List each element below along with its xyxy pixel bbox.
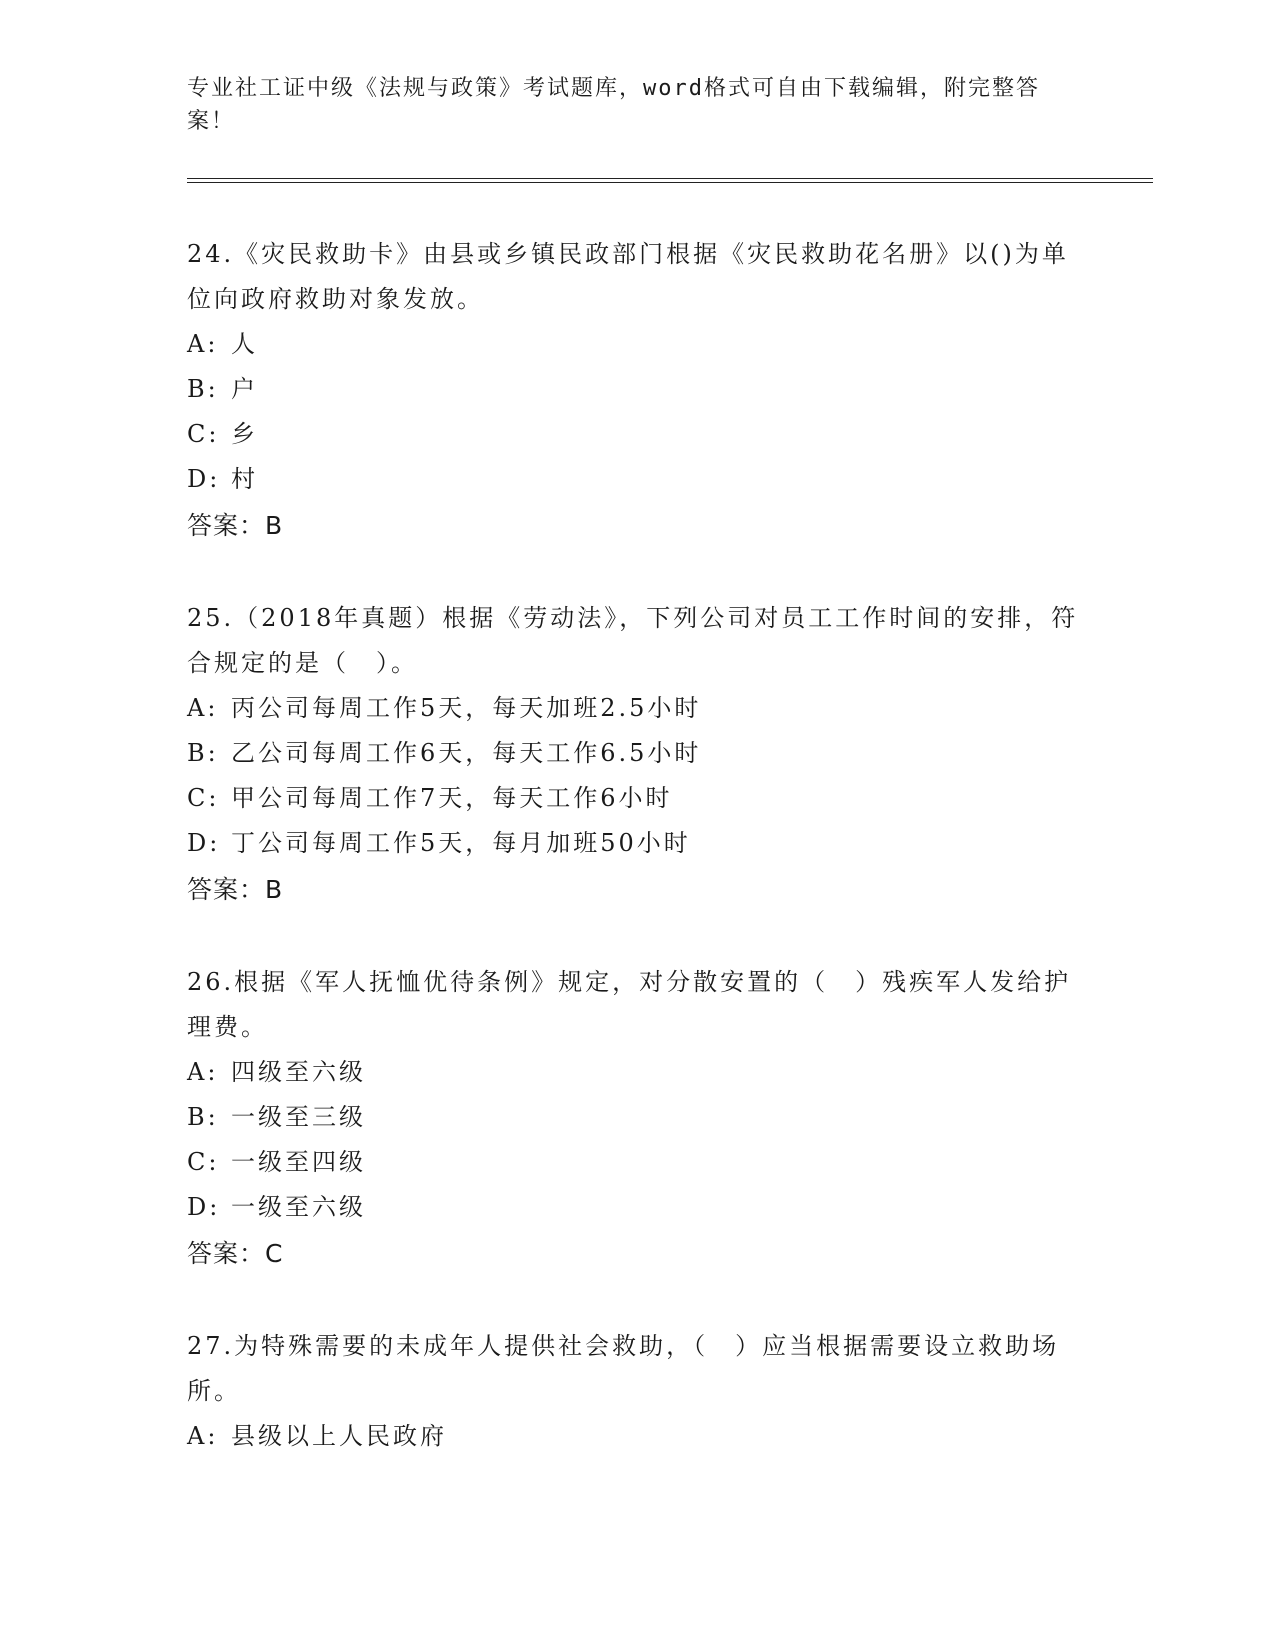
option-a: [187, 1414, 1087, 1459]
option-letter: D:: [187, 829, 221, 857]
option-letter: B:: [187, 1103, 219, 1131]
option-letter: A:: [187, 1058, 219, 1086]
answer-line: 答案：B: [187, 875, 284, 904]
option-a: [187, 686, 1087, 731]
question-stem: 26.根据《军人抚恤优待条例》规定，对分散安置的（ ）残疾军人发给护理费。: [187, 968, 1072, 1041]
option-text: 一级至三级: [231, 1103, 366, 1131]
option-b: [187, 731, 1087, 776]
question-25: [187, 596, 1087, 914]
option-text: 户: [231, 375, 258, 403]
option-letter: D:: [187, 465, 221, 493]
option-letter: B:: [187, 375, 219, 403]
option-text: 一级至四级: [231, 1148, 366, 1176]
option-d: [187, 1185, 1087, 1230]
header-divider-bottom: [187, 182, 1153, 183]
question-27: [187, 1324, 1087, 1459]
option-a: [187, 1050, 1087, 1095]
option-letter: C:: [187, 420, 220, 448]
option-text: 乡: [231, 420, 258, 448]
option-b: [187, 367, 1087, 412]
option-letter: B:: [187, 739, 219, 767]
option-letter: D:: [187, 1193, 221, 1221]
option-d: [187, 821, 1087, 866]
option-letter: A:: [187, 330, 219, 358]
option-text: 甲公司每周工作7天，每天工作6小时: [231, 784, 673, 812]
question-26: [187, 960, 1087, 1278]
option-a: [187, 322, 1087, 367]
option-text: 丁公司每周工作5天，每月加班50小时: [231, 829, 691, 857]
option-letter: A:: [187, 694, 219, 722]
option-c: [187, 412, 1087, 457]
option-letter: A:: [187, 1422, 219, 1450]
answer-line: 答案：C: [187, 1239, 284, 1268]
question-stem: 27.为特殊需要的未成年人提供社会救助，（ ）应当根据需要设立救助场所。: [187, 1332, 1060, 1405]
option-text: 县级以上人民政府: [231, 1422, 447, 1450]
option-letter: C:: [187, 1148, 220, 1176]
option-b: [187, 1095, 1087, 1140]
option-c: [187, 1140, 1087, 1185]
option-letter: C:: [187, 784, 220, 812]
question-stem: 24.《灾民救助卡》由县或乡镇民政部门根据《灾民救助花名册》以()为单位向政府救助对象发放。: [187, 240, 1069, 313]
option-text: 人: [231, 330, 258, 358]
option-text: 村: [231, 465, 258, 493]
header-divider-top: [187, 178, 1153, 179]
option-c: [187, 776, 1087, 821]
option-text: 丙公司每周工作5天，每天加班2.5小时: [231, 694, 702, 722]
option-text: 乙公司每周工作6天，每天工作6.5小时: [231, 739, 702, 767]
option-d: [187, 457, 1087, 502]
question-24: [187, 232, 1087, 550]
question-stem: 25.（2018年真题）根据《劳动法》，下列公司对员工工作时间的安排，符合规定的是（ ）。: [187, 604, 1079, 677]
option-text: 一级至六级: [231, 1193, 366, 1221]
document-header: 专业社工证中级《法规与政策》考试题库，word格式可自由下载编辑，附完整答案！: [187, 76, 1040, 134]
answer-line: 答案：B: [187, 511, 284, 540]
option-text: 四级至六级: [231, 1058, 366, 1086]
